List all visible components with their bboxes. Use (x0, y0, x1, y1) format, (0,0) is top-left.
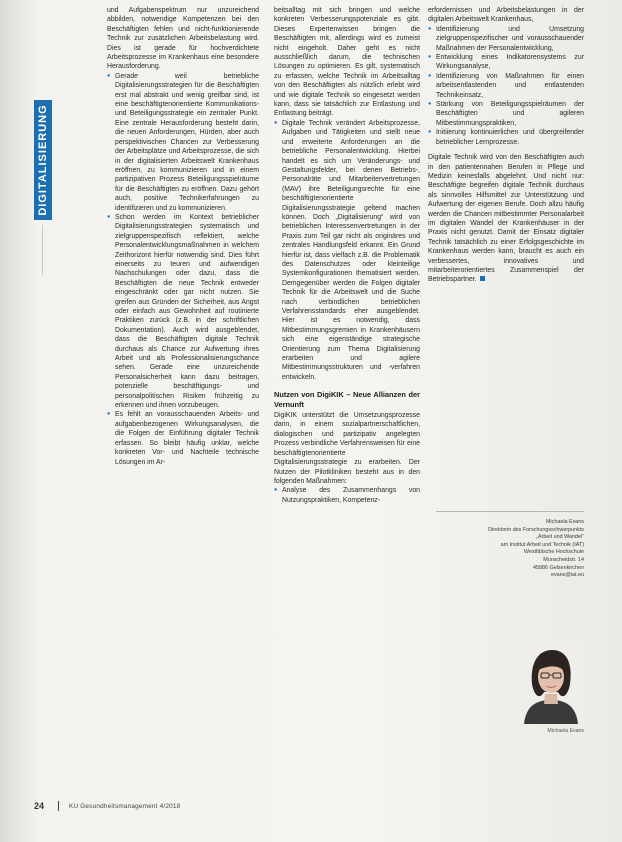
list-item: ● Identifizierung von Maßnahmen für einen arbeitsentlastenden und entlastenden Technikeinsatz, (428, 72, 584, 100)
author-photo (518, 640, 584, 724)
list-item: ● Gerade weil betriebliche Digitalisierungsstrategien für die Beschäftigten erst mal abstrakt und wenig greifbar sind, ist eine beschäftigtenorientierte Kommunikations- und Beteiligungsstrategie ein zentraler Punkt. Eine zentrale Herausforderung besteht darin, die neuen Anforderungen, Hürden, aber auch perspektivischen Chancen zur Verbesserung der Arbeitsplätze und Arbeitsprozesse, die sich in der digitalisierten Arbeitswelt Krankenhaus eröffnen, zu kommunizieren und in einem partizipativen Prozess Beteiligungsspielräume für die Beschäftigten zu eröffnen. Dazu gehört auch, positive Technikerfahrungen zu identifizieren und zu kommunizieren. (107, 72, 259, 213)
subheading: Nutzen von DigiKIK – Neue Allianzen der Vernunft (274, 390, 420, 409)
footer-separator (58, 801, 59, 811)
section-tab (34, 100, 52, 220)
page-footer (0, 796, 622, 842)
list-item: ● Analyse des Zusammenhangs von Nutzungspraktiken, Kompetenz- (274, 486, 420, 505)
bio-line: „Arbeit und Wandel“ (536, 534, 584, 541)
section-tab-label: DIGITALISIERUNG (37, 104, 49, 216)
list-item: ● Schon werden im Kontext betrieblicher Digitalisierungsstrategien systematisch und zielgruppenspezifisch reflektiert, welche Personalentwicklungsmaßnahmen in welchem Zeithorizont hierfür notwendig sind. Dies führt einerseits zu teuren und aufwendigen Nachschulungen oder dazu, dass die Beschäftigten die neue Technik entweder eingeschränkt oder gar nicht nutzen. Sie greifen aus Gründen der Sicherheit, aus Angst oder einfach aus Gewohnheit auf routinierte Praktiken zurück (z.B. in der schriftlichen Dokumentation). Auch wird ausgeblendet, dass die Beschäftigten digitale Technik durchaus als Chance zur Aufwertung ihres Arbeit und als Professionalisierungschance sehen. Gerade eine unzureichende Personalsicherheit kann dazu beitragen, potenzielle beschäftigungs- und personalpolitischen Risiken frühzeitig zu erkennen und ihnen vorzubeugen. (107, 213, 259, 411)
bio-line: evans@iat.eu (550, 572, 584, 579)
side-divider (42, 225, 43, 275)
paragraph (428, 153, 584, 285)
list-item: ● Initiierung kontinuierlichen und übergreifender betrieblicher Lernprozesse. (428, 128, 584, 147)
bio-line: am Institut Arbeit und Technik (IAT) (500, 541, 584, 548)
author-bio (436, 519, 584, 580)
publication-name: KU Gesundheitsmanagement 4/2018 (69, 803, 181, 810)
list-item: ● Entwicklung eines Indikatorensystems zur Wirkungsanalyse, (428, 53, 584, 72)
bullet-list (274, 119, 420, 382)
bio-line: Westfälische Hochschule (523, 549, 584, 556)
bio-line: Munscheidstr. 14 (543, 556, 584, 563)
text-column-3 (428, 6, 584, 285)
text-column-1 (107, 6, 259, 467)
bio-divider (436, 511, 584, 512)
list-item: ● Digitale Technik verändert Arbeitsprozesse, Aufgaben und Tätigkeiten und stellt neue und erweiterte Anforderungen an die betriebliche Personalentwicklung. Hierbei handelt es sich um Veränderungs- und Gestaltungsfelder, bei denen Betriebs-, Personalräte und Mitarbeitervertretungen (MAV) ihre Beteiligungsrechte für eine beschäftigtenorientierte Digitalisierungsstrategie geltend machen können. Doch „Digitalisierung“ wird von betrieblichen Interessenvertretungen in der Praxis zum Teil gar nicht als originäres und zentrales Handlungsfeld erkannt. Ein Grund hierfür ist, dass vielfach z.B. die Problematik des Datenschutzes oder kleinteilige Systemkonfigurationen thematisiert werden. Demgegenüber werden die Folgen digitaler Technik für die Arbeitswelt und die Suche nach verbindlichen betrieblichen Verfahrensstandards eher ausgeblendet. Hier ist es notwendig, dass Mitbestimmungsgremien in Krankenhäusern sich eine eigenständige strategische Orientierung zum Thema Digitalisierung erarbeiten und agilere Mitbestimmungsstrukturen und -verfahren entwickeln. (274, 119, 420, 382)
bullet-list (428, 25, 584, 147)
paragraph: erfordernissen und Arbeitsbelastungen in der digitalen Arbeitswelt Krankenhaus, (428, 7, 584, 24)
photo-caption: Michaela Evans (547, 728, 584, 734)
list-item: ● Identifizierung und Umsetzung zielgruppenspezifischer und vorausschauender Maßnahmen der Personalentwicklung, (428, 25, 584, 53)
end-mark-icon (480, 276, 485, 281)
closing-text: Digitale Technik wird von den Beschäftigten auch in den patientennahen Berufen in Pflege und Medizin keinesfalls abgelehnt. Und nicht nur: Beschäftigte begreifen digitale Technik durchaus als sinnvolles Hilfsmittel zur Unterstützung und Aufwertung der eigenen Berufe. Doch allzu häufig werden die Chancen mitbestimmter Personalarbeit im digitalen Wandel der Krankenhäuser in der Praxis nicht genutzt. Damit der Einsatz digitaler Technik tatsächlich zu einer Erfolgsgeschichte im Krankenhaus werden kann, braucht es auch ein verbessertes, innovatives und mitarbeiterorientiertes Zusammenspiel der Betriebspartner. (428, 154, 584, 284)
paragraph: DigiKIK unterstützt die Umsetzungsprozesse darin, in einem sozialpartnerschaftlichen, dialogischen und partizipativ angelegten Prozess verbindliche Verfahrensweisen für eine beschäftigtenorientierte Digitalisierungsstrategie zu erarbeiten. Der Nutzen der Pilotkliniken besteht aus in den folgenden Maßnahmen: (274, 412, 420, 485)
list-item: ● Stärkung von Beteiligungsspielräumen der Beschäftigten und agileren Mitbestimmungspraktiken, (428, 100, 584, 128)
paragraph: beitsalltag mit sich bringen und welche konkreten Verbesserungspotenziale es gibt. Dieses Expertenwissen bringen die Beschäftigten mit, allerdings wird es zumeist nicht eingeholt. Daher geht es nicht ausschließlich darum, die technischen Lösungen zu optimieren. Es gilt, systematisch zu erfassen, welche Technik im Arbeitsalltag von den Beschäftigten als nützlich erlebt wird und wie digitale Technik so eingesetzt werden kann, dass sie tatsächlich zur Entlastung und Entlastung beiträgt. (274, 7, 420, 118)
bullet-list (274, 486, 420, 505)
page-number: 24 (34, 801, 45, 811)
author-name: Michaela Evans (545, 519, 584, 525)
portrait-image (518, 640, 584, 724)
bio-line: 45886 Gelsenkirchen (533, 564, 584, 571)
text-column-2 (274, 6, 420, 505)
bullet-list (107, 72, 259, 467)
paragraph: und Aufgabenspektrum nur unzureichend abbilden, notwendige Kompetenzen bei den Beschäftigten fehlen und nicht-funktionierende Technik zur zusätzlichen Arbeitsbelastung wird. Dies ist gerade für hochverdichtete Arbeitsprozesse im Krankenhaus eine besondere Herausforderung. (107, 7, 259, 71)
bio-line: Direktorin des Forschungsschwerpunkts (488, 526, 584, 533)
list-item: ● Es fehlt an vorausschauenden Arbeits- und aufgabenbezogenen Wirkungsanalysen, die die Folgen der Einführung digitaler Technik erfassen. So bleibt häufig unklar, welche konkreten Vor- und Nachteile technische Lösungen im Ar- (107, 410, 259, 466)
